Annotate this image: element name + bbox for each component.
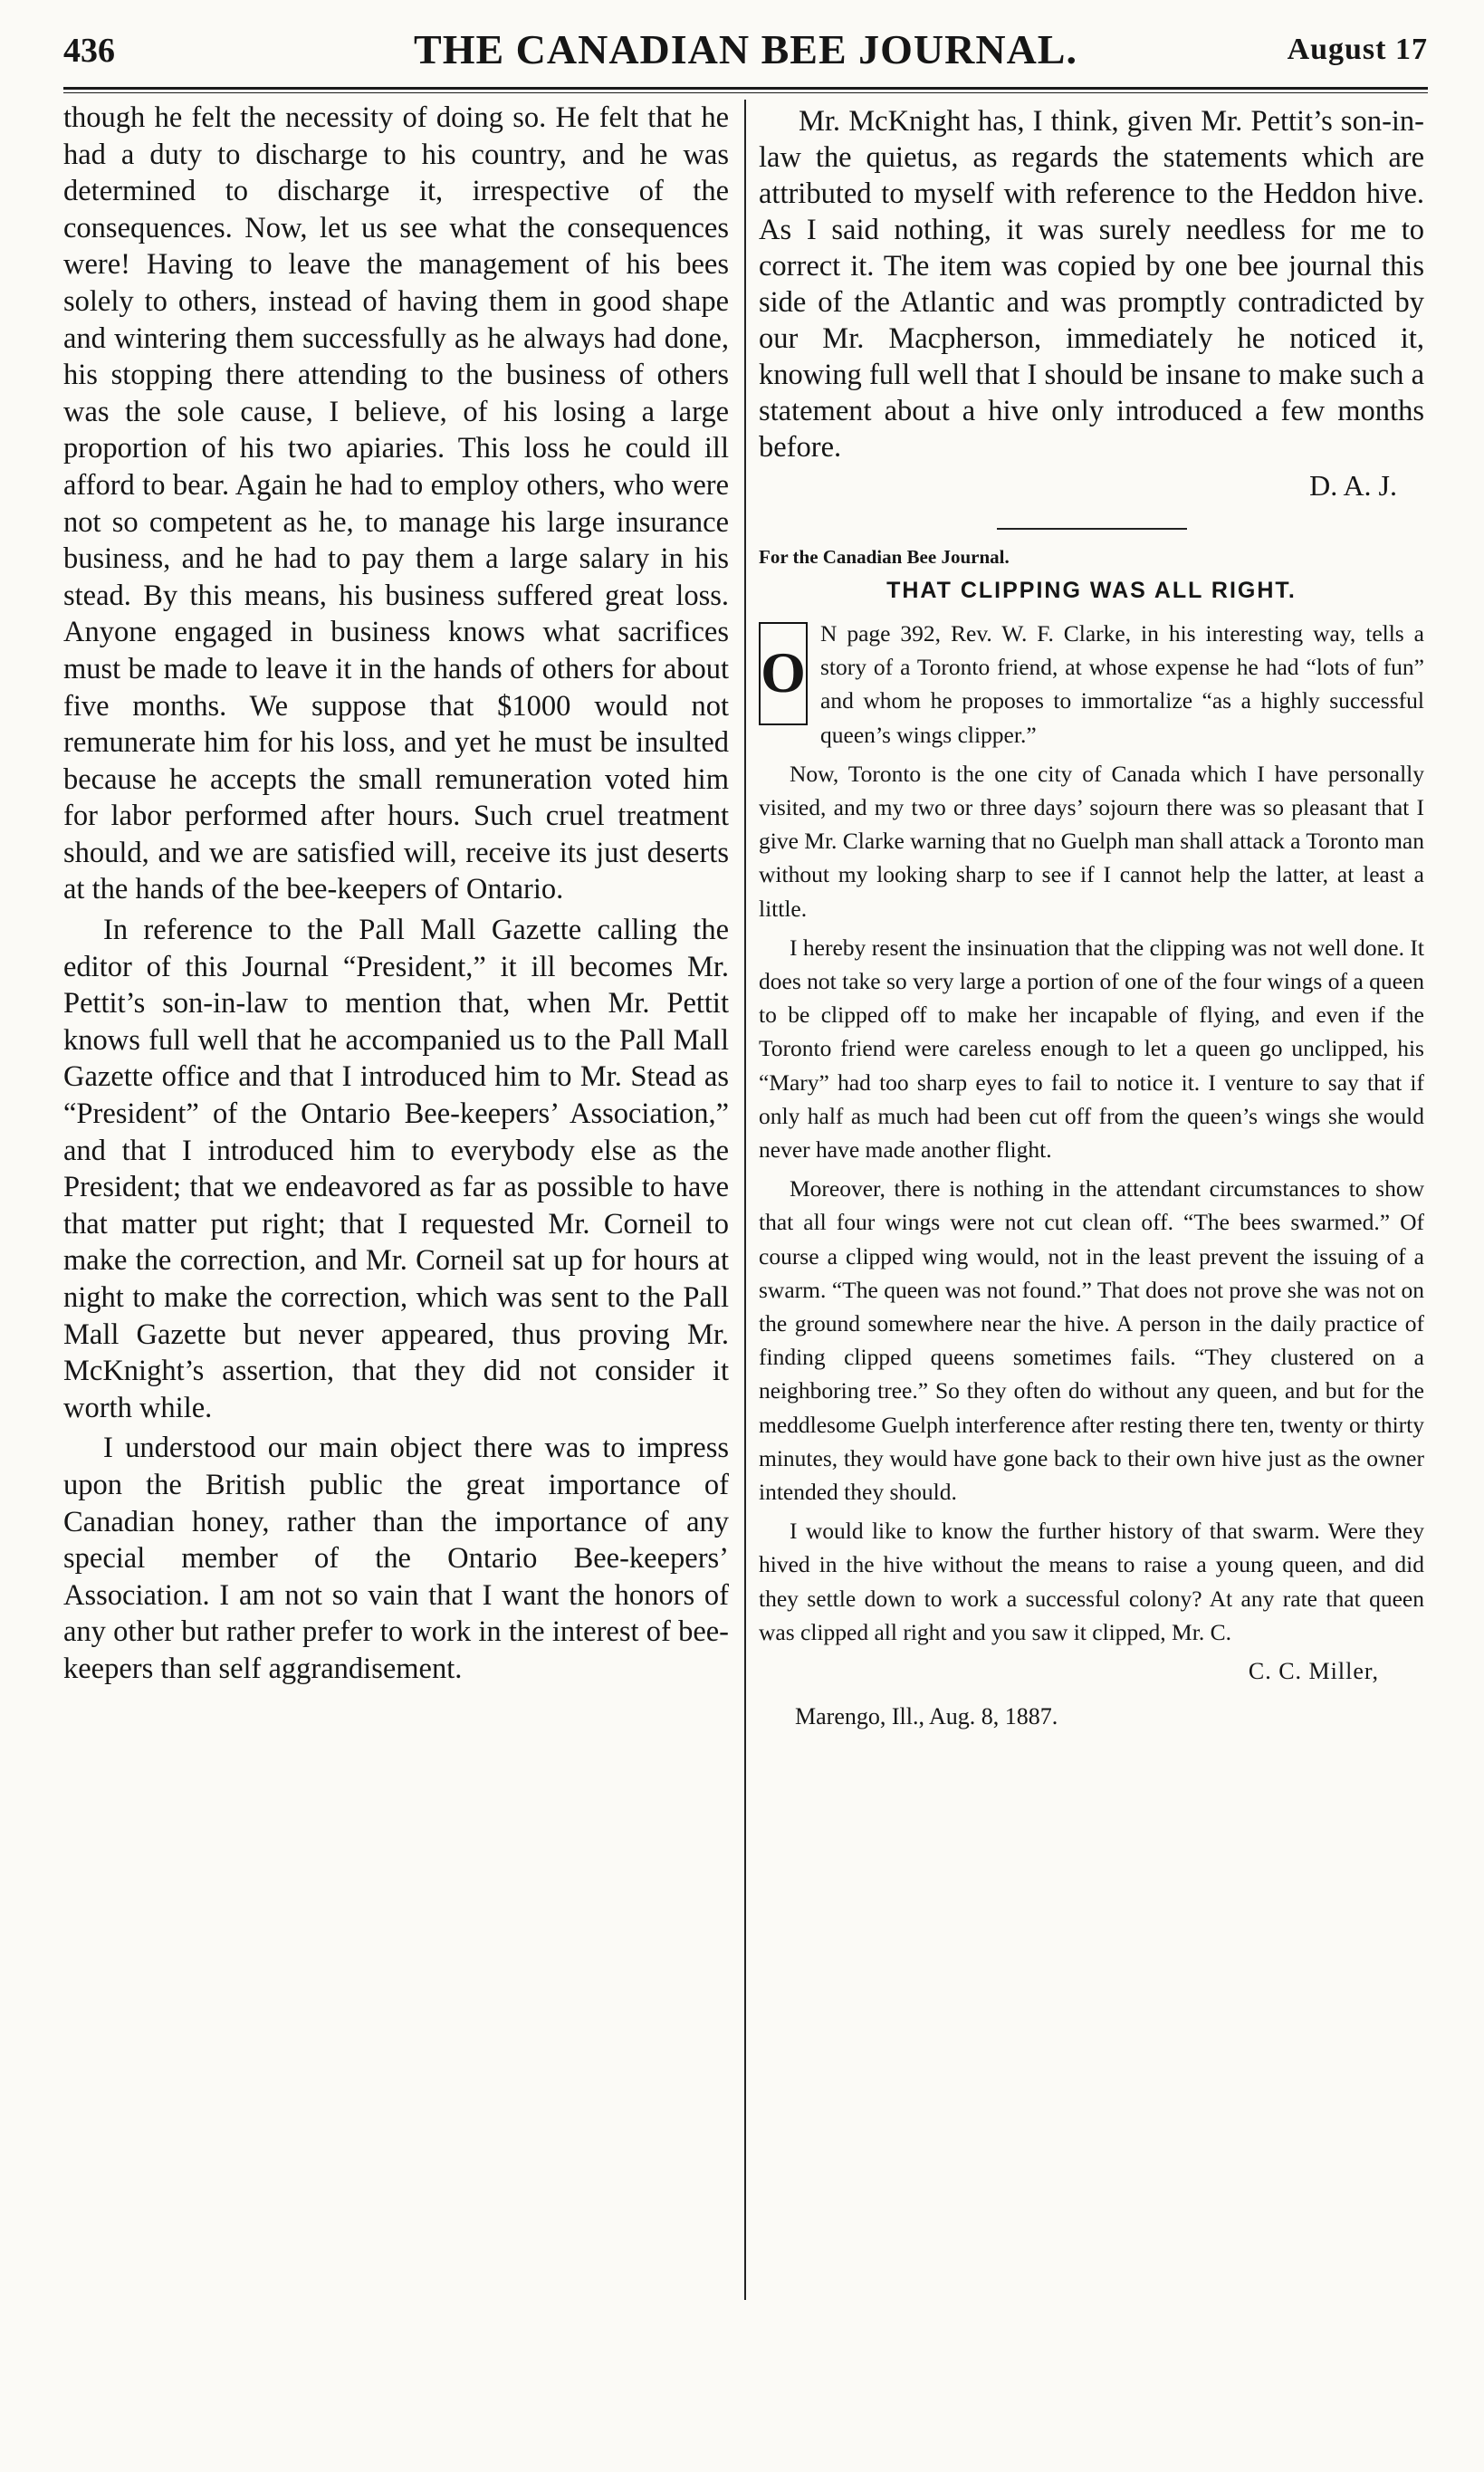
article-body (759, 617, 1424, 1649)
ornament-rule (997, 528, 1187, 530)
dateline: Marengo, Ill., Aug. 8, 1887. (795, 1703, 1058, 1730)
journal-title: THE CANADIAN BEE JOURNAL. (414, 26, 1077, 72)
section-ornament (759, 515, 1424, 539)
opening-signature: D. A. J. (1309, 469, 1397, 502)
article-paragraph-3: I hereby resent the insinuation that the clipping was not well done. It does not take so very large a portion of one of the four wings of a queen to be clipped off to make her incapable of flying, and even if the Toronto friend were careless enough to let a queen go unclipped, his “Mary” had too sharp eyes to fail to notice it. I venture to say that if only half as much had been cut off from the queen’s wings she would never have made another flight. (759, 934, 1424, 1164)
left-paragraph-1: though he felt the necessity of doing so. He felt that he had a duty to discharge to his country, and he was determined to discharge it, irrespective of the consequences. Now, let us see what the consequences were! Having to leave the management of his bees solely to others, instead of having them in good shape and wintering them successfully as he always had done, his stopping there attending to the business of others was the sole cause, I believe, of his losing a large proportion of his two apiaries. This loss he could ill afford to bear. Again he had to employ others, who were not so competent as he, to manage his large insurance business, and he had to pay them a large salary in his stead. By this means, his business suffered great loss. Anyone engaged in business knows what sacrifices must be made to leave it in the hands of others for about five months. We suppose that $1000 would not remunerate him for his loss, and yet he must be insulted because he accepts the small remuneration voted him for labor performed after hours. Such cruel treatment should, and we are satisfied will, receive its just deserts at the hands of the bee-keepers of Ontario. (63, 101, 729, 906)
header-rule-thin (63, 92, 1428, 93)
left-column (63, 100, 729, 1688)
opening-paragraph: Mr. McKnight has, I think, given Mr. Pettit’s son-in-law the quietus, as regards the statements which are attributed to myself with reference to the Heddon hive. As I said nothing, it was surely needless for me to correct it. The item was copied by one bee journal this side of the Atlantic and was promptly contradicted by our Mr. Macpherson, immediately he noticed it, knowing full well that I should be insane to make such a statement about a hive only introduced a few months before. (759, 105, 1424, 464)
closing-signature: C. C. Miller, (1248, 1658, 1379, 1685)
article-title: THAT CLIPPING WAS ALL RIGHT. (886, 578, 1297, 603)
article-paragraph-5: I would like to know the further history of that swarm. Were they hived in the hive without the means to raise a young queen, and did they settle down to work a successful colony? At any rate that queen was clipped all right and you saw it clipped, Mr. C. (759, 1518, 1424, 1645)
column-divider (744, 100, 746, 2300)
article-byline: For the Canadian Bee Journal. (759, 546, 1010, 568)
right-column (759, 100, 1424, 1730)
header-rule (63, 87, 1428, 90)
left-paragraph-2: In reference to the Pall Mall Gazette calling the editor of this Journal “President,” it ill becomes Mr. Pettit’s son-in-law to mention that, when Mr. Pettit knows full well that he accompanied us to the Pall Mall Gazette office and that I introduced him to Mr. Stead as “President” of the Ontario Bee-keepers’ Association,” and that I introduced him to everybody else as the President; that we endeavored as far as possible to have that matter put right; that I requested Mr. Corneil to make the correction, and Mr. Corneil sat up for hours at night to make the correction, which was sent to the Pall Mall Gazette but never appeared, thus proving Mr. McKnight’s assertion, that they did not consider it worth while. (63, 914, 729, 1424)
issue-date: August 17 (1287, 33, 1428, 66)
article-paragraph-1: N page 392, Rev. W. F. Clarke, in his interesting way, tells a story of a Toronto friend, at whose expense he had “lots of fun” and whom he proposes to immortalize “as a highly successful queen’s wings clipper.” (820, 620, 1424, 748)
article-paragraph-2: Now, Toronto is the one city of Canada which I have personally visited, and my two or three days’ sojourn there was so pleasant that I give Mr. Clarke warning that no Guelph man shall attack a Toronto man without my looking sharp to see if I cannot help the latter, at least a little. (759, 760, 1424, 922)
page-header (63, 25, 1428, 76)
drop-cap: O (759, 622, 808, 725)
left-paragraph-3: I understood our main object there was to impress upon the British public the great importance of Canadian honey, rather than the importance of any special member of the Ontario Bee-keepers’ Association. I am not so vain that I want the honors of any other but rather prefer to work in the interest of bee-keepers than self aggrandisement. (63, 1432, 729, 1685)
article-paragraph-4: Moreover, there is nothing in the attendant circumstances to show that all four wings were not cut clean off. “The bees swarmed.” Of course a clipped wing would, not in the least prevent the issuing of a swarm. “The queen was not found.” That does not prove she was not on the ground somewhere near the hive. A person in the daily practice of finding clipped queens sometimes fails. “They clustered on a neighboring tree.” So they often do without any queen, and but for the meddlesome Guelph interference after resting there ten, twenty or thirty minutes, they would have gone back to their own hive just as the owner intended they should. (759, 1175, 1424, 1506)
page-number: 436 (63, 32, 115, 70)
